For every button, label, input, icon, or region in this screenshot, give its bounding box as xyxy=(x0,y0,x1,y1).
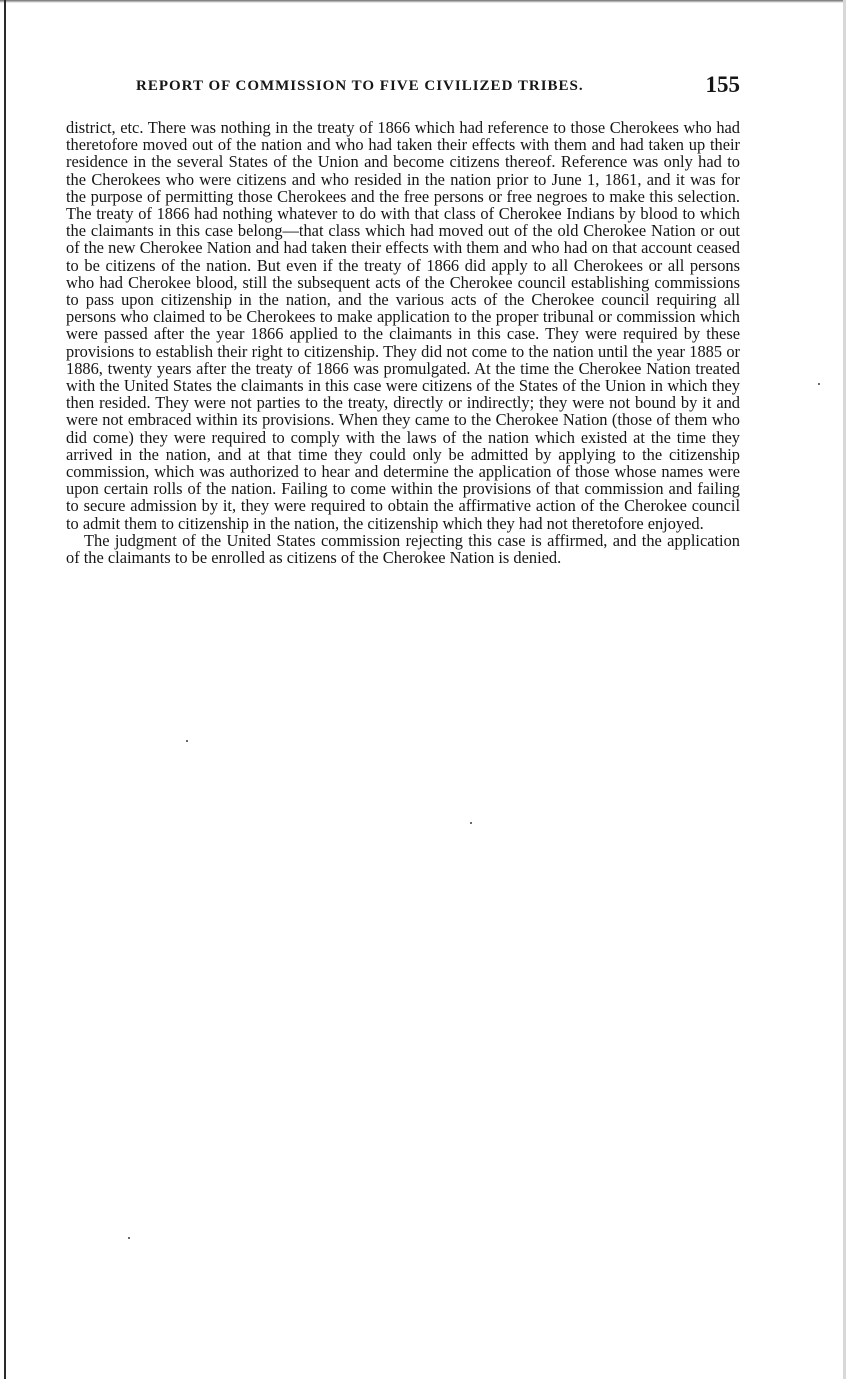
paragraph: district, etc. There was nothing in the treaty of 1866 which had reference to those Cherokees who had theretofore moved out of the nation and who had taken their effects with them and had taken up their residence in the several States of the Union and become citizens thereof. Reference was only had to the Cherokees who were citizens and who resided in the nation prior to June 1, 1861, and it was for the purpose of permitting those Cherokees and the free persons or free negroes to make this selection. The treaty of 1866 had nothing whatever to do with that class of Cherokee Indians by blood to which the claimants in this case belong—that class which had moved out of the old Cherokee Nation or out of the new Cherokee Nation and had taken their effects with them and who had on that account ceased to be citizens of the nation. But even if the treaty of 1866 did apply to all Cherokees or all persons who had Cherokee blood, still the subsequent acts of the Cherokee council establishing commissions to pass upon citizenship in the nation, and the various acts of the Cherokee council requiring all persons who claimed to be Cherokees to make application to the proper tribunal or commission which were passed after the year 1866 applied to the claimants in this case. They were required by these provisions to establish their right to citizenship. They did not come to the nation until the year 1885 or 1886, twenty years after the treaty of 1866 was promulgated. At the time the Cherokee Nation treated with the United States the claimants in this case were citizens of the States of the Union in which they then resided. They were not parties to the treaty, directly or indirectly; they were not bound by it and were not embraced within its provisions. When they came to the Cherokee Nation (those of them who did come) they were required to comply with the laws of the nation which existed at the time they arrived in the nation, and at that time they could only be admitted by applying to the citizenship commission, which was authorized to hear and determine the application of those whose names were upon certain rolls of the nation. Failing to come within the provisions of that commission and failing to secure admission by it, they were required to obtain the affirmative action of the Cherokee council to admit them to citizenship in the nation, the citizenship which they had not theretofore enjoyed. xyxy=(66,118,740,533)
page-number: 155 xyxy=(705,72,740,97)
scan-speck xyxy=(186,740,188,742)
scan-edge-left xyxy=(4,0,6,1379)
scan-edge-top xyxy=(0,0,846,3)
running-head xyxy=(136,72,740,102)
running-title: REPORT OF COMMISSION TO FIVE CIVILIZED TRIBES. xyxy=(136,78,584,94)
scan-speck xyxy=(128,1237,130,1239)
scan-speck xyxy=(818,383,820,385)
paragraph: The judgment of the United States commission rejecting this case is affirmed, and the application of the claimants to be enrolled as citizens of the Cherokee Nation is denied. xyxy=(66,530,740,568)
body-text xyxy=(66,119,740,566)
scan-speck xyxy=(470,822,472,824)
